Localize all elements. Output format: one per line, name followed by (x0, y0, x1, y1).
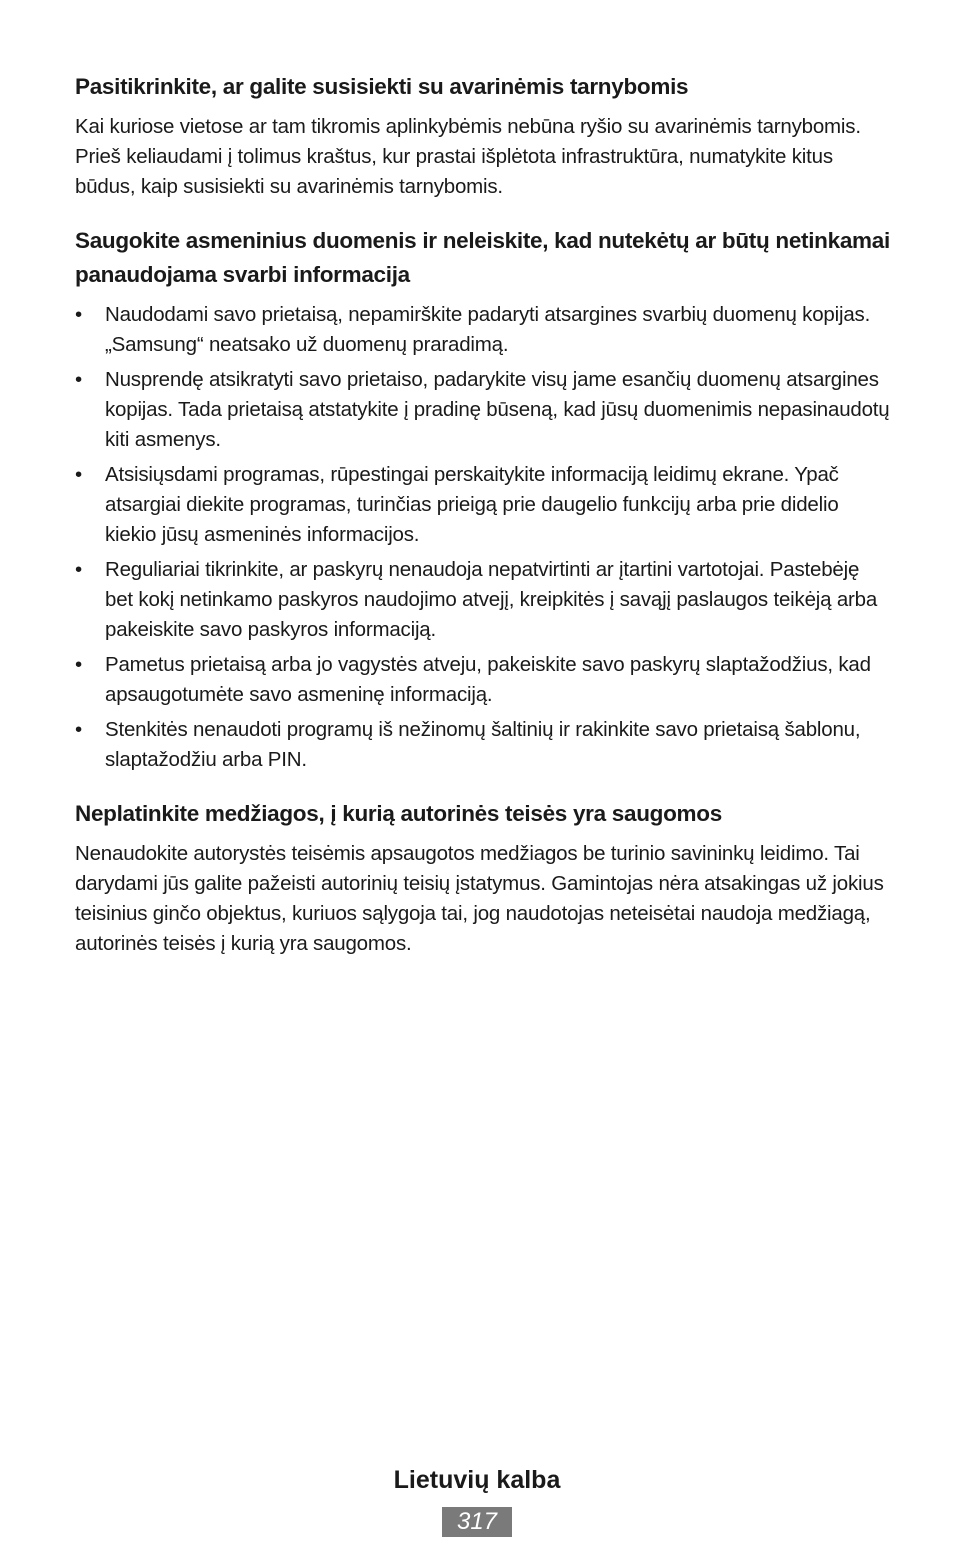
section-title: Pasitikrinkite, ar galite susisiekti su avarinėmis tarnybomis (75, 74, 689, 99)
footer-language-label: Lietuvių kalba (393, 1466, 561, 1494)
bullet-marker: • (75, 463, 82, 486)
list-item-text: Pametus prietaisą arba jo vagystės atveju, pakeiskite savo paskyrų slaptažodžius, kad apsaugotumėte savo asmeninę informaciją. (105, 653, 871, 706)
bullet-marker: • (75, 558, 82, 581)
list-item-text: Naudodami savo prietaisą, nepamirškite padaryti atsargines svarbių duomenų kopijas. „Samsung“ neatsako už duomenų praradimą. (105, 303, 871, 356)
section-emergency-services (75, 70, 890, 202)
section-copyright (75, 797, 890, 959)
page-number-badge: 317 (442, 1507, 512, 1537)
bullet-marker: • (75, 653, 82, 676)
section-paragraph: Nenaudokite autorystės teisėmis apsaugotos medžiagos be turinio savininkų leidimo. Tai darydami jūs galite pažeisti autorinių teisių įstatymus. Gamintojas nėra atsakingas už jokius teisinius ginčo objektus, kuriuos sąlygoja tai, jog naudotojas neteisėtai naudoja medžiagą, autorinės teisės į kurią yra saugomos. (75, 842, 884, 955)
list-item (75, 650, 890, 710)
list-item-text: Reguliariai tikrinkite, ar paskyrų nenaudoja nepatvirtinti ar įtartini vartotojai. Pastebėję bet kokį netinkamo paskyros naudojimo atvejį, kreipkitės į savąjį paslaugos teikėją arba pakeiskite savo paskyros informaciją. (105, 558, 878, 641)
bullet-marker: • (75, 718, 82, 741)
list-item (75, 460, 890, 550)
list-item (75, 300, 890, 360)
list-item-text: Stenkitės nenaudoti programų iš nežinomų šaltinių ir rakinkite savo prietaisą šablonu, slaptažodžiu arba PIN. (105, 718, 861, 771)
bullet-marker: • (75, 368, 82, 391)
list-item-text: Atsisiųsdami programas, rūpestingai perskaitykite informaciją leidimų ekrane. Ypač atsargiai diekite programas, turinčias prieigą prie daugelio funkcijų arba prie didelio kiekio jūsų asmeninės informacijos. (105, 463, 839, 546)
section-title: Saugokite asmeninius duomenis ir neleiskite, kad nutekėtų ar būtų netinkamai panaudojama svarbi informacija (75, 228, 890, 287)
list-item-text: Nusprendę atsikratyti savo prietaiso, padarykite visų jame esančių duomenų atsargines kopijas. Tada prietaisą atstatykite į pradinę būseną, kad jūsų duomenimis nepasinaudotų kiti asmenys. (105, 368, 890, 451)
section-title: Neplatinkite medžiagos, į kurią autorinės teisės yra saugomos (75, 801, 722, 826)
section-personal-data (75, 224, 890, 775)
bullet-marker: • (75, 303, 82, 326)
list-item (75, 715, 890, 775)
section-paragraph: Kai kuriose vietose ar tam tikromis aplinkybėmis nebūna ryšio su avarinėmis tarnybomis. Prieš keliaudami į tolimus kraštus, kur prastai išplėtota infrastruktūra, numatykite kitus būdus, kaip susisiekti su avarinėmis tarnybomis. (75, 115, 861, 198)
bullet-list (75, 300, 890, 775)
document-body (75, 70, 890, 981)
list-item (75, 365, 890, 455)
list-item (75, 555, 890, 645)
